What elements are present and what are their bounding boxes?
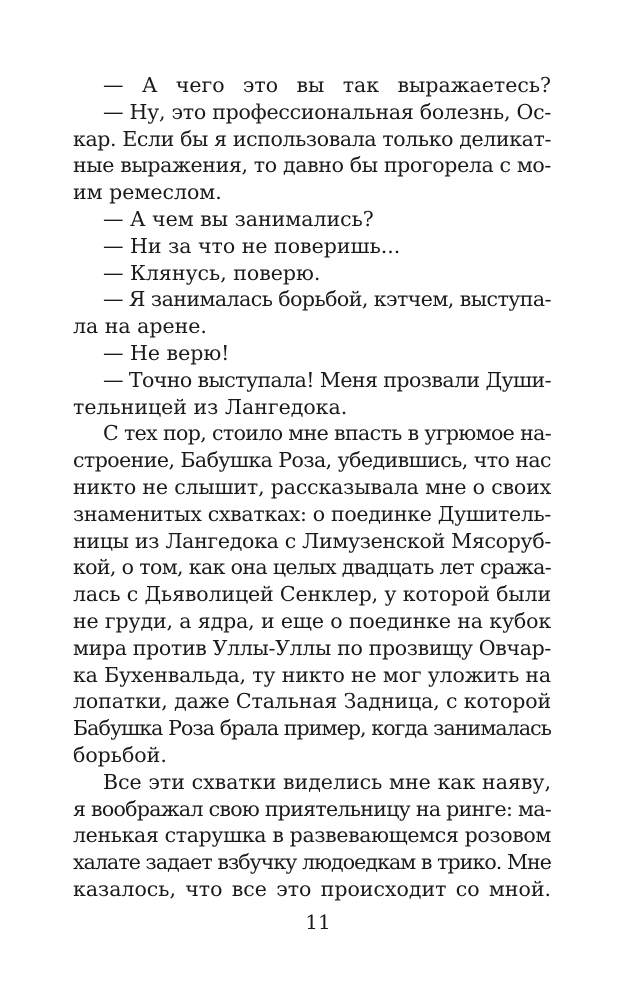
- text-line: — Ни за что не поверишь...: [103, 233, 401, 258]
- text-line: никто не слышит, рассказывала мне о своих: [73, 474, 551, 499]
- text-line: — Клянусь, поверю.: [103, 260, 321, 285]
- text-line: борьбой.: [73, 742, 167, 767]
- text-line: казалось, что все это происходит со мной.: [73, 876, 551, 901]
- text-line: — Не верю!: [103, 340, 230, 365]
- text-line: строение, Бабушка Роза, убедившись, что нас: [73, 448, 551, 473]
- text-line: ка Бухенвальда, ту никто не мог уложить на: [73, 662, 551, 687]
- text-line: знаменитых схватках: о поединке Душитель-: [73, 501, 551, 526]
- text-line: Все эти схватки виделись мне как наяву,: [103, 769, 551, 794]
- text-line: халате задает взбучку людоедкам в трико. Мне: [73, 850, 551, 875]
- text-line: не груди, а ядра, и еще о поединке на кубок: [73, 608, 552, 633]
- text-line: лась с Дьяволицей Сенклер, у которой были: [73, 582, 551, 607]
- text-line: — А чем вы занимались?: [103, 206, 374, 231]
- text-line: — Точно выступала! Меня прозвали Души-: [103, 367, 551, 392]
- text-line: им ремеслом.: [73, 180, 222, 205]
- text-line: ла на арене.: [73, 314, 207, 339]
- text-line: Бабушка Роза брала пример, когда занималась: [73, 716, 551, 741]
- text-line: — Я занималась борьбой, кэтчем, выступа-: [103, 287, 551, 312]
- text-line: ные выражения, то давно бы прогорела с мо-: [73, 153, 551, 178]
- text-line: кой, о том, как она целых двадцать лет сража-: [73, 555, 551, 580]
- text-line: ницы из Лангедока с Лимузенской Мясоруб-: [73, 528, 551, 553]
- text-line: С тех пор, стоило мне впасть в угрюмое на-: [103, 421, 551, 446]
- text-line: мира против Уллы-Уллы по прозвищу Овчар-: [73, 635, 551, 660]
- text-line: — А чего это вы так выражаетесь?: [103, 73, 551, 97]
- text-line: лопатки, даже Стальная Задница, с которой: [73, 689, 551, 714]
- text-line: тельницей из Лангедока.: [73, 394, 348, 419]
- body-text: [73, 72, 551, 903]
- text-line: ленькая старушка в развевающемся розовом: [73, 823, 551, 848]
- text-line: — Ну, это профессиональная болезнь, Ос-: [103, 99, 551, 124]
- text-line: я воображал свою приятельницу на ринге: ма-: [73, 796, 551, 821]
- text-line: кар. Если бы я использовала только деликат-: [73, 126, 551, 151]
- page-number: 11: [305, 910, 331, 934]
